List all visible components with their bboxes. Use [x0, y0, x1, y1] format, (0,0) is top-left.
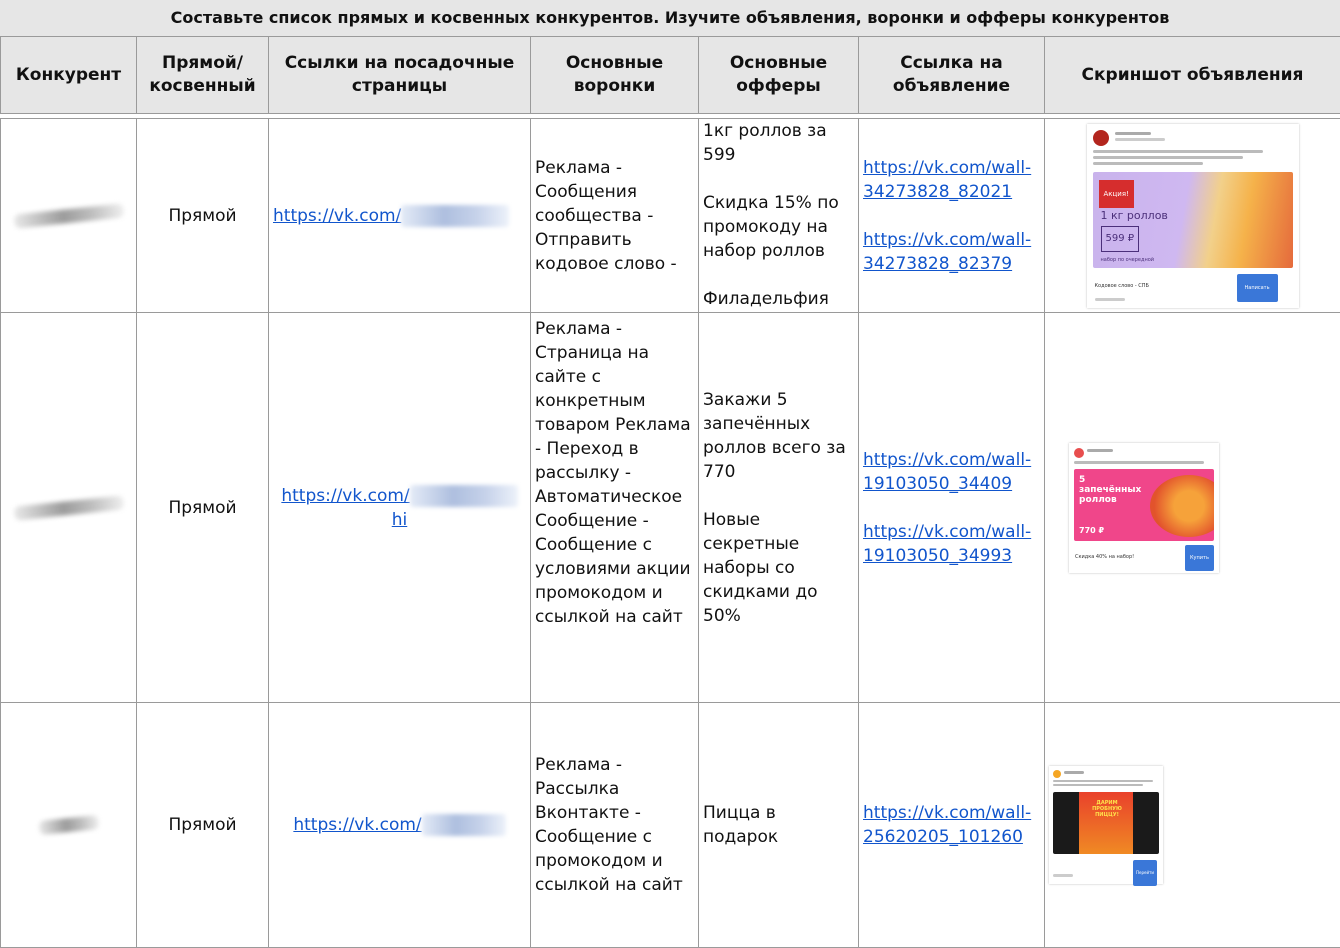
table-row — [1, 313, 1340, 703]
ad-link[interactable]: https://vk.com/wall-25620205_101260 — [863, 801, 1040, 849]
landing-link[interactable]: https://vk.com/ — [281, 486, 409, 506]
screenshot-cell — [1045, 703, 1340, 948]
ad-headline: 1 кг роллов — [1101, 204, 1168, 228]
landing-cell[interactable] — [269, 703, 531, 948]
competitor-name-redacted — [1, 703, 137, 948]
competitor-name-redacted — [1, 119, 137, 313]
redacted-url — [422, 814, 506, 836]
landing-link-suffix[interactable]: hi — [392, 510, 408, 530]
table-row — [1, 119, 1340, 313]
funnel-cell[interactable]: Реклама - Рассылка Вконтакте - Сообщение с промокодом и ссылкой на сайт — [531, 703, 699, 948]
ad-subtitle: набор по очередной — [1101, 248, 1155, 272]
offer-text: Новые секретные наборы со скидками до 50% — [703, 508, 854, 628]
ad-link-cell[interactable] — [859, 313, 1045, 703]
offer-text: Скидка 15% по промокоду на набор роллов — [703, 191, 854, 263]
ad-link-cell[interactable] — [859, 703, 1045, 948]
ad-link[interactable]: https://vk.com/wall-34273828_82021 — [863, 156, 1040, 204]
header-landing: Ссылки на посадочные страницы — [269, 37, 531, 114]
ad-button[interactable]: Написать — [1237, 274, 1278, 302]
header-row — [1, 37, 1340, 114]
screenshot-cell — [1045, 313, 1340, 703]
ad-screenshot[interactable] — [1087, 124, 1299, 308]
offer-text: Пицца в подарок — [703, 801, 854, 849]
header-screenshot: Скриншот объявления — [1045, 37, 1340, 114]
header-type: Прямой/ косвенный — [137, 37, 269, 114]
ad-button[interactable]: Купить — [1185, 545, 1214, 571]
ad-link[interactable]: https://vk.com/wall-19103050_34993 — [863, 520, 1040, 568]
redacted-url — [410, 485, 518, 507]
ad-screenshot[interactable] — [1049, 766, 1163, 884]
landing-cell[interactable] — [269, 119, 531, 313]
funnel-cell[interactable]: Реклама - Сообщения сообщества - Отправить кодовое слово - — [531, 119, 699, 313]
ad-headline: 5 запечённых роллов — [1079, 475, 1149, 505]
competitors-table — [0, 36, 1340, 948]
ad-price: 599 ₽ — [1101, 226, 1140, 252]
ad-headline: ДАРИМ ПРОБНУЮ ПИЦЦУ! — [1087, 800, 1127, 818]
offer-text: Закажи 5 запечённых роллов всего за 770 — [703, 388, 854, 484]
type-cell[interactable]: Прямой — [137, 313, 269, 703]
ad-link-cell[interactable] — [859, 119, 1045, 313]
offers-cell[interactable] — [699, 313, 859, 703]
table-row — [1, 703, 1340, 948]
header-offers: Основные офферы — [699, 37, 859, 114]
ad-button[interactable]: Перейти — [1133, 860, 1157, 886]
ad-link[interactable]: https://vk.com/wall-34273828_82379 — [863, 228, 1040, 276]
ad-price: 770 ₽ — [1079, 519, 1104, 541]
type-cell[interactable]: Прямой — [137, 119, 269, 313]
offer-text: Филадельфия — [703, 287, 854, 311]
landing-link[interactable]: https://vk.com/ — [293, 815, 421, 835]
ad-keyword: Кодовое слово - СПБ — [1095, 274, 1149, 298]
header-funnels: Основные воронки — [531, 37, 699, 114]
header-competitor: Конкурент — [1, 37, 137, 114]
offer-text: 1кг роллов за 599 — [703, 119, 854, 167]
header-ad-link: Ссылка на объявление — [859, 37, 1045, 114]
offers-cell[interactable] — [699, 119, 859, 313]
landing-cell[interactable] — [269, 313, 531, 703]
screenshot-cell — [1045, 119, 1340, 313]
ad-screenshot[interactable] — [1069, 443, 1219, 573]
ad-badge: Акция! — [1099, 180, 1134, 208]
funnel-cell[interactable]: Реклама - Страница на сайте с конкретным товаром Реклама - Переход в рассылку - Автоматическое Сообщение - Сообщение с условиями акции промокодом и ссылкой на сайт — [531, 313, 699, 703]
offers-cell[interactable] — [699, 703, 859, 948]
redacted-url — [401, 205, 509, 227]
competitor-name-redacted — [1, 313, 137, 703]
ad-link[interactable]: https://vk.com/wall-19103050_34409 — [863, 448, 1040, 496]
ad-caption: Скидка 40% на набор! — [1075, 545, 1134, 569]
sheet-title: Составьте список прямых и косвенных конкурентов. Изучите объявления, воронки и офферы конкурентов — [0, 0, 1340, 37]
landing-link[interactable]: https://vk.com/ — [273, 206, 401, 226]
type-cell[interactable]: Прямой — [137, 703, 269, 948]
